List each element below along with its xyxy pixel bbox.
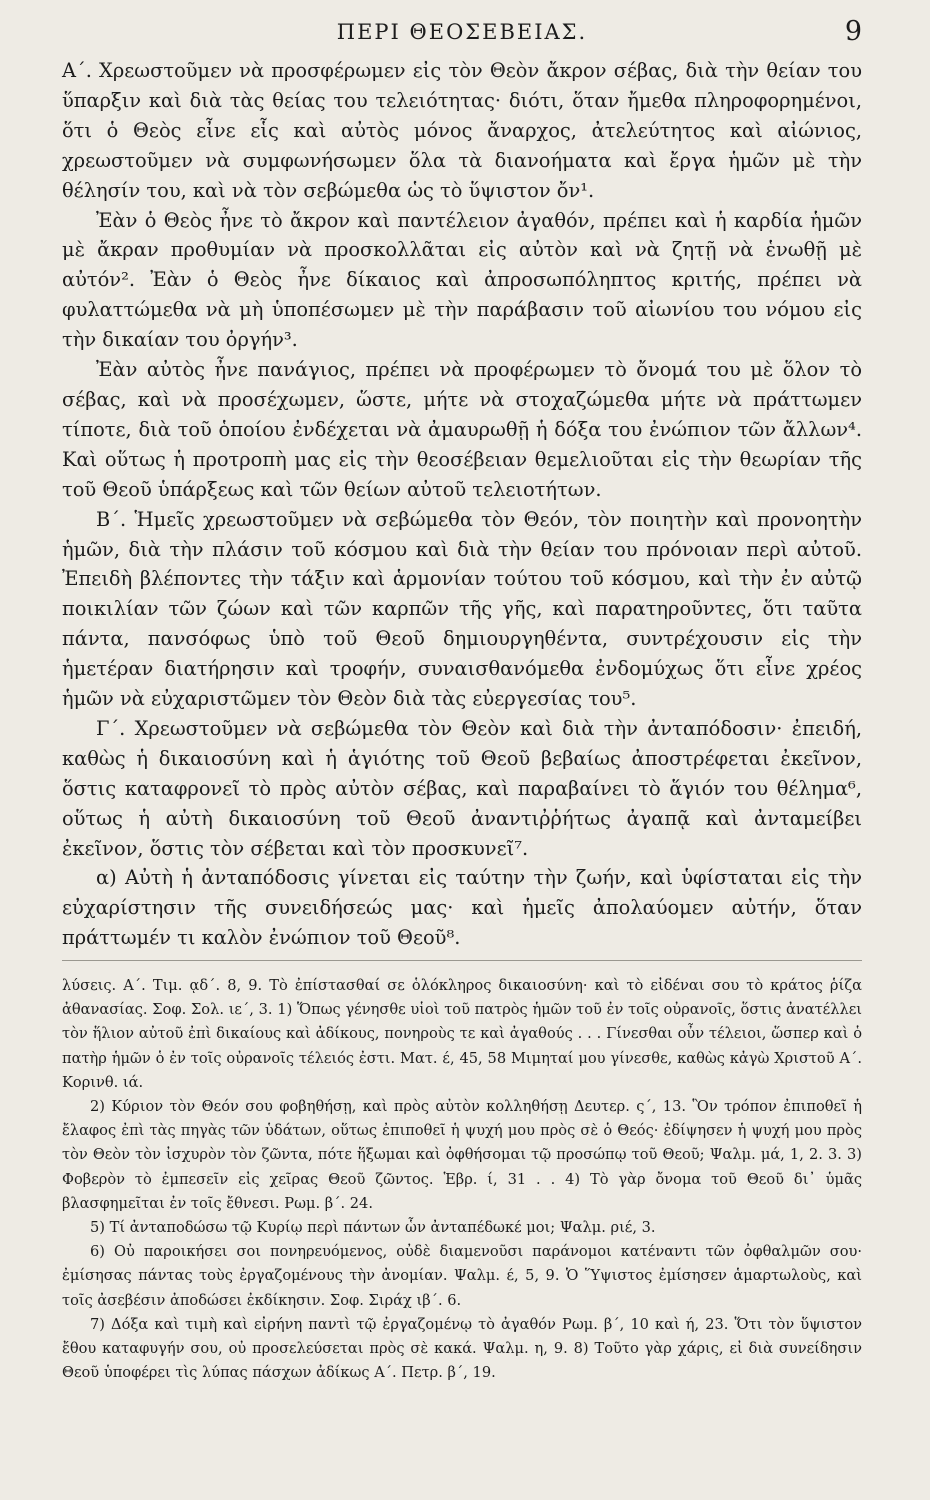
paragraph: Ἐὰν ὁ Θεὸς ἦνε τὸ ἄκρον καὶ παντέλειον ἀγαθόν, πρέπει καὶ ἡ καρδία ἡμῶν μὲ ἄκραν προθυμίαν νὰ προσκολλᾶται εἰς αὐτὸν καὶ νὰ ζητῇ νὰ ἑνωθῇ μὲ αὐτόν². Ἐὰν ὁ Θεὸς ἦνε δίκαιος καὶ ἀπροσωπόληπτος κριτής, πρέπει νὰ φυλαττώμεθα νὰ μὴ ὑποπέσωμεν μὲ τὴν παράβασιν τοῦ αἰωνίου του νόμου εἰς τὴν δικαίαν του ὀργήν³.: [62, 208, 862, 352]
paragraph: Ἐὰν αὐτὸς ἦνε πανάγιος, πρέπει νὰ προφέρωμεν τὸ ὄνομά του μὲ ὅλον τὸ σέβας, καὶ νὰ προσέχωμεν, ὥστε, μήτε νὰ στοχαζώμεθα μήτε νὰ πράττωμεν τίποτε, διὰ τοῦ ὁποίου ἐνδέχεται νὰ ἀμαυρωθῇ ἡ δόξα του ἐνώπιον τῶν ἄλλων⁴. Καὶ οὕτως ἡ προτροπὴ μας εἰς τὴν θεοσέβειαν θεμελιοῦται εἰς τὴν θεωρίαν τῆς τοῦ Θεοῦ ὑπάρξεως καὶ τῶν θείων αὐτοῦ τελειοτήτων.: [62, 358, 862, 501]
footnote: 5) Τί ἀνταποδώσω τῷ Κυρίῳ περὶ πάντων ὧν ἀνταπέδωκέ μοι; Ψαλμ. ριέ, 3.: [90, 1219, 656, 1237]
footnote: 2) Κύριον τὸν Θεόν σου φοβηθήσῃ, καὶ πρὸς αὐτὸν κολληθήσῃ Δευτερ. ς΄, 13. Ὃν τρόπον ἐπιποθεῖ ἡ ἔλαφος ἐπὶ τὰς πηγὰς τῶν ὑδάτων, οὕτως ἐπιποθεῖ ἡ ψυχή μου πρὸς σὲ ὁ Θεός· ἐδίψησεν ἡ ψυχή μου πρὸς τὸν Θεὸν τὸν ἰσχυρὸν τὸν ζῶντα, πότε ἥξωμαι καὶ ὀφθήσομαι τῷ προσώπῳ τοῦ Θεοῦ; Ψαλμ. μά, 1, 2. 3. 3) Φοβερὸν τὸ ἐμπεσεῖν εἰς χεῖρας Θεοῦ ζῶντος. Ἑβρ. ί, 31 . . 4) Τὸ γὰρ ὄνομα τοῦ Θεοῦ δι᾽ ὑμᾶς βλασφημεῖται ἐν τοῖς ἔθνεσι. Ρωμ. β΄. 24.: [62, 1098, 862, 1212]
paragraph: Α΄. Χρεωστοῦμεν νὰ προσφέρωμεν εἰς τὸν Θεὸν ἄκρον σέβας, διὰ τὴν θείαν του ὕπαρξιν καὶ διὰ τὰς θείας του τελειότητας· διότι, ὅταν ἤμεθα πληροφορημένοι, ὅτι ὁ Θεὸς εἶνε εἷς καὶ αὐτὸς μόνος ἄναρχος, ἀτελεύτητος καὶ αἰώνιος, χρεωστοῦμεν νὰ συμφωνήσωμεν ὅλα τὰ διανοήματα καὶ ἔργα ἡμῶν μὲ τὴν θέλησίν του, καὶ νὰ τὸν σεβώμεθα ὡς τὸ ὕψιστον ὄν¹.: [62, 59, 862, 202]
paragraph: α) Αὐτὴ ἡ ἀνταπόδοσις γίνεται εἰς ταύτην τὴν ζωήν, καὶ ὑφίσταται εἰς τὴν εὐχαρίστησιν τῆς συνειδήσεώς μας· καὶ ἡμεῖς ἀπολαύομεν αὐτήν, ὅταν πράττωμέν τι καλὸν ἐνώπιον τοῦ Θεοῦ⁸.: [62, 866, 862, 950]
book-page: [62, 0, 862, 1500]
paragraph: Γ΄. Χρεωστοῦμεν νὰ σεβώμεθα τὸν Θεὸν καὶ διὰ τὴν ἀνταπόδοσιν· ἐπειδή, καθὼς ἡ δικαιοσύνη καὶ ἡ ἁγιότης τοῦ Θεοῦ βεβαίως ἀποστρέφεται ἐκεῖνον, ὅστις καταφρονεῖ τὸ πρὸς αὐτὸν σέβας, καὶ παραβαίνει τὸ ἅγιόν του θέλημα⁶, οὕτως ἡ αὐτὴ δικαιοσύνη τοῦ Θεοῦ ἀναντιῤῥήτως ἀγαπᾷ καὶ ἀνταμείβει ἐκεῖνον, ὅστις τὸν σέβεται καὶ τὸν προσκυνεῖ⁷.: [62, 716, 862, 860]
page-title: ΠΕΡΙ ΘΕΟΣΕΒΕΙΑΣ.: [336, 20, 588, 44]
footnote: 7) Δόξα καὶ τιμὴ καὶ εἰρήνη παντὶ τῷ ἐργαζομένῳ τὸ ἀγαθόν Ρωμ. β΄, 10 καὶ ή, 23. Ὅτι τὸν ὕψιστον ἔθου καταφυγήν σου, οὐ προσελεύσεται πρὸς σὲ κακά. Ψαλμ. η, 9. 8) Τοῦτο γὰρ χάρις, εἰ διὰ συνείδησιν Θεοῦ ὑποφέρει τὶς λύπας πάσχων ἀδίκως Α΄. Πετρ. β΄, 19.: [62, 1315, 862, 1382]
footnote: 6) Οὐ παροικήσει σοι πονηρευόμενος, οὐδὲ διαμενοῦσι παράνομοι κατέναντι τῶν ὀφθαλμῶν σου· ἐμίσησας πάντας τοὺς ἐργαζομένους τὴν ἀνομίαν. Ψαλμ. έ, 5, 9. Ὁ Ὕψιστος ἐμίσησεν ἁμαρτωλοὺς, καὶ τοῖς ἀσεβέσιν ἀποδώσει ἐκδίκησιν. Σοφ. Σιράχ ιβ΄. 6.: [62, 1243, 862, 1309]
running-header: [62, 16, 862, 50]
main-text: [62, 56, 862, 953]
footnote: λύσεις. Α΄. Τιμ. ᾳδ΄. 8, 9. Τὸ ἐπίστασθαί σε ὁλόκληρος δικαιοσύνη· καὶ τὸ εἰδέναι σου τὸ κράτος ῥίζα ἀθανασίας. Σοφ. Σολ. ιε΄, 3. 1) Ὅπως γένησθε υἱοὶ τοῦ πατρὸς ἡμῶν τοῦ ἐν τοῖς οὐρανοῖς, ὅστις ἀνατέλλει τὸν ἥλιον αὐτοῦ ἐπὶ δικαίους καὶ ἀδίκους, πονηροὺς τε καὶ ἀγαθούς . . . Γίνεσθαι οὖν τέλειοι, ὥσπερ καὶ ὁ πατὴρ ἡμῶν ὁ ἐν τοῖς οὐρανοῖς τέλειός ἐστι. Ματ. έ, 45, 58 Μιμηταί μου γίνεσθε, καθὼς κἀγὼ Χριστοῦ Α΄. Κορινθ. ιά.: [62, 977, 862, 1091]
footnotes: [62, 974, 862, 1385]
paragraph: Β΄. Ἡμεῖς χρεωστοῦμεν νὰ σεβώμεθα τὸν Θεόν, τὸν ποιητὴν καὶ προνοητὴν ἡμῶν, διὰ τὴν πλάσιν τοῦ κόσμου καὶ διὰ τὴν θείαν του πρόνοιαν περὶ αὐτοῦ. Ἐπειδὴ βλέποντες τὴν τάξιν καὶ ἁρμονίαν τούτου τοῦ κόσμου, καὶ τὴν ἐν αὐτῷ ποικιλίαν τῶν ζώων καὶ τῶν καρπῶν τῆς γῆς, καὶ παρατηροῦντες, ὅτι ταῦτα πάντα, πανσόφως ὑπὸ τοῦ Θεοῦ δημιουργηθέντα, συντρέχουσιν εἰς τὴν ἡμετέραν διατήρησιν καὶ τροφήν, συναισθανόμεθα ἐνδομύχως ὅτι εἶνε χρέος ἡμῶν νὰ εὐχαριστῶμεν τὸν Θεὸν διὰ τὰς εὐεργεσίας του⁵.: [62, 507, 862, 711]
page-number: 9: [844, 16, 862, 47]
footnote-divider: [62, 960, 862, 961]
